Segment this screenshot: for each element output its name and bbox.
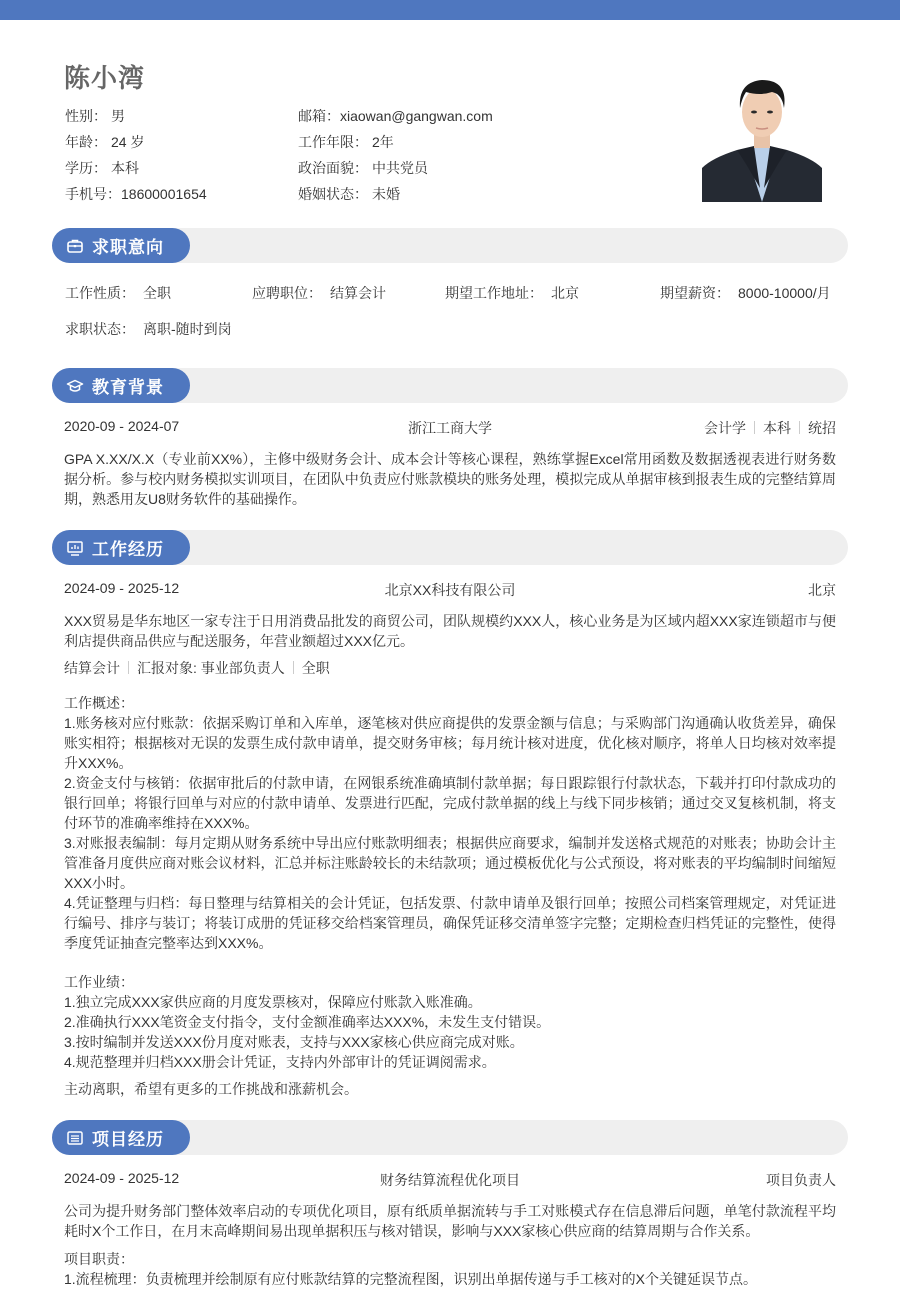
work-achievement-item: 3.按时编制并发送XXX份月度对账表，支持与XXX家核心供应商完成对账。 [64,1034,524,1050]
project-name: 财务结算流程优化项目 [380,1172,520,1188]
section-title: 求职意向 [92,238,164,257]
section-title-pill [52,368,190,403]
work-company-intro: XXX贸易是华东地区一家专注于日用消费品批发的商贸公司，团队规模约XXX人，核心业务是为区域内超XXX家连锁超市与便利店提供商品供应与配送服务，年营业额超过XXX亿元。 [64,613,836,649]
work-entry-header [64,580,836,600]
work-overview [64,693,836,953]
info-work-years [298,130,493,156]
project-duties-title: 项目职责： [64,1251,134,1267]
info-value: 18600001654 [121,186,207,202]
info-education [65,156,207,182]
intent-status [65,319,232,339]
divider [799,421,800,434]
section-header-education [52,368,848,403]
work-achievements-title: 工作业绩： [64,974,134,990]
candidate-name: 陈小湾 [64,63,146,93]
work-overview-item: 2.资金支付与核销：依据审批后的付款申请，在网银系统准确填制付款单据；每日跟踪银行付款状态，下载并打印付款成功的银行回单；将银行回单与对应的付款申请单、发票进行匹配，完成付款单据的线上与线下同步核销；通过交叉复核机制，将支付环节的准确率维持在XXX%。 [64,775,836,831]
work-overview-item: 1.账务核对应付账款：依据采购订单和入库单，逐笔核对供应商提供的发票金额与信息；与采购部门沟通确认收货差异，确保账实相符；根据核对无误的发票生成付款申请单，提交财务审核；每月统计核对进度，优化核对顺序，将单人日均核对效率提升XXX%。 [64,715,836,771]
project-duties [64,1249,836,1289]
info-value: 中共党员 [372,160,428,176]
intent-label: 求职状态： [65,321,135,337]
work-location: 北京 [808,582,836,598]
work-overview-item: 3.对账报表编制：每月定期从财务系统中导出应付账款明细表；根据供应商要求，编制并发送格式规范的对账表；协助会计主管准备月度供应商对账会议材料，汇总并标注账龄较长的未结款项；通过模板优化与公式预设，将对账表的平均编制时间缩短XXX小时。 [64,835,836,891]
intent-value: 结算会计 [330,285,386,301]
section-header-intent [52,228,848,263]
work-period: 2024-09 - 2025-12 [64,580,180,596]
section-title-pill [52,228,190,263]
work-achievement-item: 2.准确执行XXX笔资金支付指令，支付金额准确率达XXX%，未发生支付错误。 [64,1014,551,1030]
info-value: 男 [111,108,125,124]
intent-position [252,283,386,303]
education-description: GPA X.XX/X.X（专业前XX%），主修中级财务会计、成本会计等核心课程，熟练掌握Excel常用函数及数据透视表进行财务数据分析。参与校内财务模拟实训项目，在团队中负责应付账款模块的账务处理，模拟完成从单据审核到报表生成的完整结算周期，熟悉用友U8财务软件的基础操作。 [64,451,836,507]
work-tag-report-to: 汇报对象: 事业部负责人 [137,660,285,676]
intent-value: 全职 [143,285,171,301]
info-label: 邮箱： [298,108,340,124]
intent-label: 期望薪资： [660,285,730,301]
divider [293,661,294,674]
profile-photo [702,68,822,202]
info-label: 性别： [65,108,107,124]
intent-label: 期望工作地址： [445,285,543,301]
work-tag-type: 全职 [301,660,330,676]
education-major: 会计学 [704,420,746,436]
intent-salary [660,283,831,303]
info-phone [65,182,207,208]
education-school: 浙江工商大学 [408,420,492,436]
work-overview-item: 4.凭证整理与归档：每日整理与结算相关的会计凭证，包括发票、付款申请单及银行回单；按照公司档案管理规定，对凭证进行编号、排序与装订；将装订成册的凭证移交给档案管理员，确保凭证移交清单签字完整；定期检查归档凭证的完整性，使得季度凭证抽查完整率达到XXX%。 [64,895,836,951]
section-header-work [52,530,848,565]
info-value: 2年 [372,134,394,150]
intent-value: 8000-10000/月 [738,285,831,301]
graduation-cap-icon [66,377,84,395]
info-political-status [298,156,493,182]
briefcase-icon [66,237,84,255]
project-role: 项目负责人 [766,1172,836,1188]
work-company: 北京XX科技有限公司 [384,582,516,598]
divider [754,421,755,434]
project-entry-header [64,1170,836,1190]
section-title-pill [52,530,190,565]
education-period: 2020-09 - 2024-07 [64,418,180,434]
intent-label: 应聘职位： [252,285,322,301]
intent-job-type [65,283,171,303]
info-gender [65,104,207,130]
info-label: 年龄： [65,134,107,150]
work-leave-reason: 主动离职，希望有更多的工作挑战和涨薪机会。 [64,1081,358,1097]
work-tag-title: 结算会计 [64,660,120,676]
top-accent-bar [0,0,900,20]
section-header-project [52,1120,848,1155]
basic-info-left [65,104,207,208]
intent-label: 工作性质： [65,285,135,301]
info-value: 24 岁 [111,134,145,150]
section-title-pill [52,1120,190,1155]
info-age [65,130,207,156]
project-duty-item: 1.流程梳理：负责梳理并绘制原有应付账款结算的完整流程图，识别出单据传递与手工核对的X个关键延误节点。 [64,1271,758,1287]
info-label: 婚姻状态： [298,186,368,202]
intent-value: 离职-随时到岗 [143,321,232,337]
work-overview-title: 工作概述： [64,695,134,711]
info-label: 政治面貌： [298,160,368,176]
section-title: 工作经历 [92,540,164,559]
section-title: 项目经历 [92,1130,164,1149]
info-value: 未婚 [372,186,400,202]
work-achievement-item: 4.规范整理并归档XXX册会计凭证，支持内外部审计的凭证调阅需求。 [64,1054,496,1070]
project-description: 公司为提升财务部门整体效率启动的专项优化项目，原有纸质单据流转与手工对账模式存在信息滞后问题，单笔付款流程平均耗时X个工作日，在月末高峰期间易出现单据积压与核对错误，影响与XXX家核心供应商的结算周期与合作关系。 [64,1203,836,1239]
presentation-board-icon [66,539,84,557]
education-meta [704,418,836,438]
info-label: 工作年限： [298,134,368,150]
work-tags [64,658,330,678]
info-value: 本科 [111,160,139,176]
project-period: 2024-09 - 2025-12 [64,1170,180,1186]
education-type: 统招 [808,420,836,436]
info-email [298,104,493,130]
portrait-illustration [702,68,822,202]
work-achievement-item: 1.独立完成XXX家供应商的月度发票核对，保障应付账款入账准确。 [64,994,482,1010]
education-degree: 本科 [763,420,791,436]
education-entry-header [64,418,836,438]
intent-value: 北京 [551,285,579,301]
work-achievements [64,972,836,1072]
list-document-icon [66,1129,84,1147]
intent-location [445,283,579,303]
info-value: xiaowan@gangwan.com [340,108,493,124]
section-title: 教育背景 [92,378,164,397]
divider [128,661,129,674]
info-label: 学历： [65,160,107,176]
info-marital-status [298,182,493,208]
info-label: 手机号： [65,186,121,202]
basic-info-right [298,104,493,208]
